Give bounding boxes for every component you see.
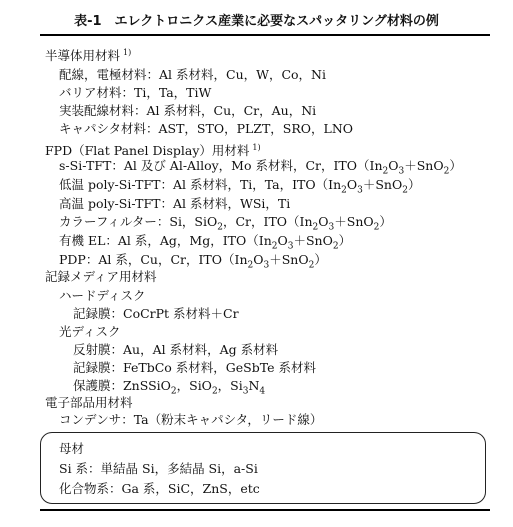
optical-recording-layer: 記録膜：FeTbCo 系材料，GeSbTe 系材料	[73, 360, 316, 375]
ssi-tft-materials: s-Si-TFT：Al 及び Al-Alloy，Mo 系材料，Cr，$ITO(In_2O_3+SnO_2)$	[59, 158, 462, 177]
top-rule	[40, 34, 490, 36]
high-temp-poly-si-materials: 高温 poly-Si-TFT：Al 系材料，WSi，Ti	[59, 196, 291, 211]
semiconductor-heading: 半導体用材料 $^{1)}$	[45, 48, 132, 64]
base-material-heading: 母材	[59, 441, 85, 456]
bottom-rule	[40, 509, 490, 511]
protective-layer: 保護膜：ZnSSiO$_2$，SiO$_2$，$Si_3N_4$	[73, 378, 266, 397]
wiring-materials: 配線，電極材料：Al 系材料，Cu，W，Co，Ni	[59, 67, 326, 82]
fpd-heading: FPD（Flat Panel Display）用材料 $^{1)}$	[45, 143, 261, 159]
reflective-layer: 反射膜：Au，Al 系材料，Ag 系材料	[73, 342, 279, 357]
compound-materials: 化合物系：Ga 系，SiC，ZnS，etc	[59, 481, 260, 496]
si-based-materials: Si 系：単結晶 Si，多結晶 Si，a-Si	[59, 461, 258, 476]
hdd-recording-layer: 記録膜：CoCrPt 系材料＋Cr	[73, 306, 239, 321]
color-filter-materials: カラーフィルター：Si，SiO$_2$，Cr，$ITO(In_2O_3+SnO_2)$	[59, 214, 392, 233]
table-title: 表-1 エレクトロニクス産業に必要なスパッタリング材料の例	[74, 14, 439, 29]
media-heading: 記録メディア用材料	[45, 269, 157, 284]
capacitor-materials: キャパシタ材料：AST，STO，PLZT，SRO，LNO	[59, 121, 354, 136]
mounting-wiring-materials: 実装配線材料：Al 系材料，Cu，Cr，Au，Ni	[59, 103, 317, 118]
electronic-parts-heading: 電子部品用材料	[45, 395, 133, 410]
low-temp-poly-si-materials: 低温 poly-Si-TFT：Al 系材料，Ti，Ta，$ITO(In_2O_3+SnO_2)$	[59, 177, 421, 196]
organic-el-materials: 有機 EL：Al 系，Ag，Mg，$ITO(In_2O_3+SnO_2)$	[59, 233, 352, 252]
barrier-materials: バリア材料：Ti，Ta，TiW	[59, 85, 212, 100]
pdp-materials: PDP：Al 系，Cu，Cr，$ITO(In_2O_3+SnO_2)$	[59, 252, 327, 271]
hard-disk-heading: ハードディスク	[59, 288, 146, 303]
condenser-materials: コンデンサ：Ta（粉末キャパシタ，リード線）	[59, 412, 323, 427]
optical-disk-heading: 光ディスク	[59, 324, 121, 339]
